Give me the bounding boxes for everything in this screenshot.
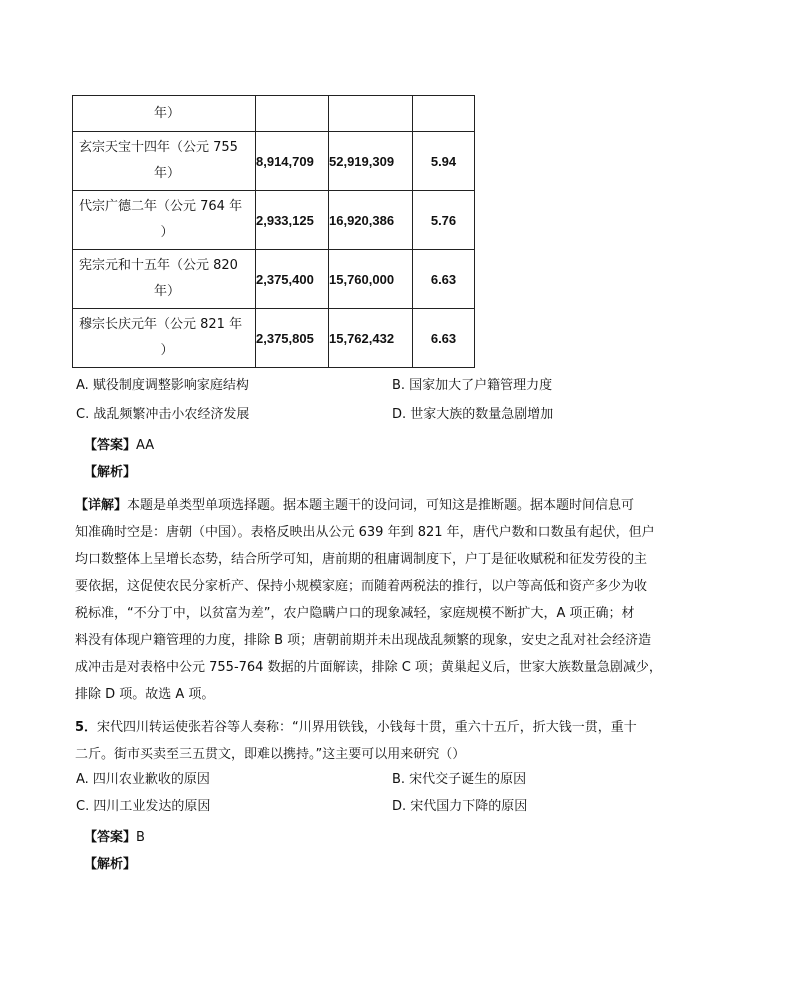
data-table [72,95,475,368]
row-name: 年） [153,105,180,121]
population-cell: 15,762,432 [329,309,413,368]
q5-option-a: A. 四川农业歉收的原因 [76,772,210,787]
households-cell: 2,375,805 [256,309,329,368]
row-name: 玄宗天宝十四年（公元 755 年） [79,140,238,181]
table-row [73,96,475,132]
q5-answer: 【答案】B [84,830,145,845]
row-name: 代宗广德二年（公元 764 年 ） [79,199,243,240]
population-cell: 16,920,386 [329,191,413,250]
households-cell: 2,933,125 [256,191,329,250]
q5-option-d: D. 宋代国力下降的原因 [392,799,528,814]
ratio-cell: 6.63 [413,250,475,309]
q4-analysis-label: 【解析】 [84,465,137,480]
q4-option-a: A. 赋役制度调整影响家庭结构 [76,378,249,393]
q4-option-c: C. 战乱频繁冲击小农经济发展 [76,407,250,422]
q4-option-d: D. 世家大族的数量急剧增加 [392,407,554,422]
q4-option-b: B. 国家加大了户籍管理力度 [392,378,553,393]
population-cell: 15,760,000 [329,250,413,309]
q4-answer: 【答案】AA [84,438,155,453]
ratio-cell: 5.76 [413,191,475,250]
row-name: 宪宗元和十五年（公元 820 年） [79,258,238,299]
q5-option-c: C. 四川工业发达的原因 [76,799,211,814]
table-row [73,132,475,191]
row-name: 穆宗长庆元年（公元 821 年 ） [79,317,243,358]
q5-stem: 5．宋代四川转运使张若谷等人奏称：“川界用铁钱，小钱每十贯，重六十五斤，折大钱一贯，重十 二斤。街市买卖至三五贯文，即难以携持。”这主要可以用来研究（） [75,720,637,762]
ratio-cell: 6.63 [413,309,475,368]
population-cell: 52,919,309 [329,132,413,191]
ratio-cell: 5.94 [413,132,475,191]
q5-analysis-label: 【解析】 [84,857,137,872]
table-row [73,191,475,250]
households-cell: 8,914,709 [256,132,329,191]
table-row [73,309,475,368]
households-cell: 2,375,400 [256,250,329,309]
q4-detail: 【详解】本题是单类型单项选择题。据本题主题干的设问词，可知这是推断题。据本题时间信息可 知准确时空是：唐朝（中国）。表格反映出从公元 639 年到 821 年，唐代户数和口数虽有起伏，但户 均口数整体上呈增长态势，结合所学可知，唐前期的租庸调制度下，户丁是征收赋税和征发劳役的主 要依据，这促使农民分家析产、保持小规模家庭；而随着两税法的推行，以户等高低和资产多少为收 税标准，“不分丁中，以贫富为差”，农户隐瞒户口的现象减轻，家庭规模不断扩大，A 项正确；材 料没有体现户籍管理的力度，排除 B 项；唐朝前期并未出现战乱频繁的现象，安史之乱对社会经济造 成冲击是对表格中公元 755-764 数据的片面解读，排除 C 项；黄巢起义后，世家大族数量急剧减少， 排除 D 项。故选 A 项。 [75,498,662,702]
table-row [73,250,475,309]
q5-option-b: B. 宋代交子诞生的原因 [392,772,527,787]
